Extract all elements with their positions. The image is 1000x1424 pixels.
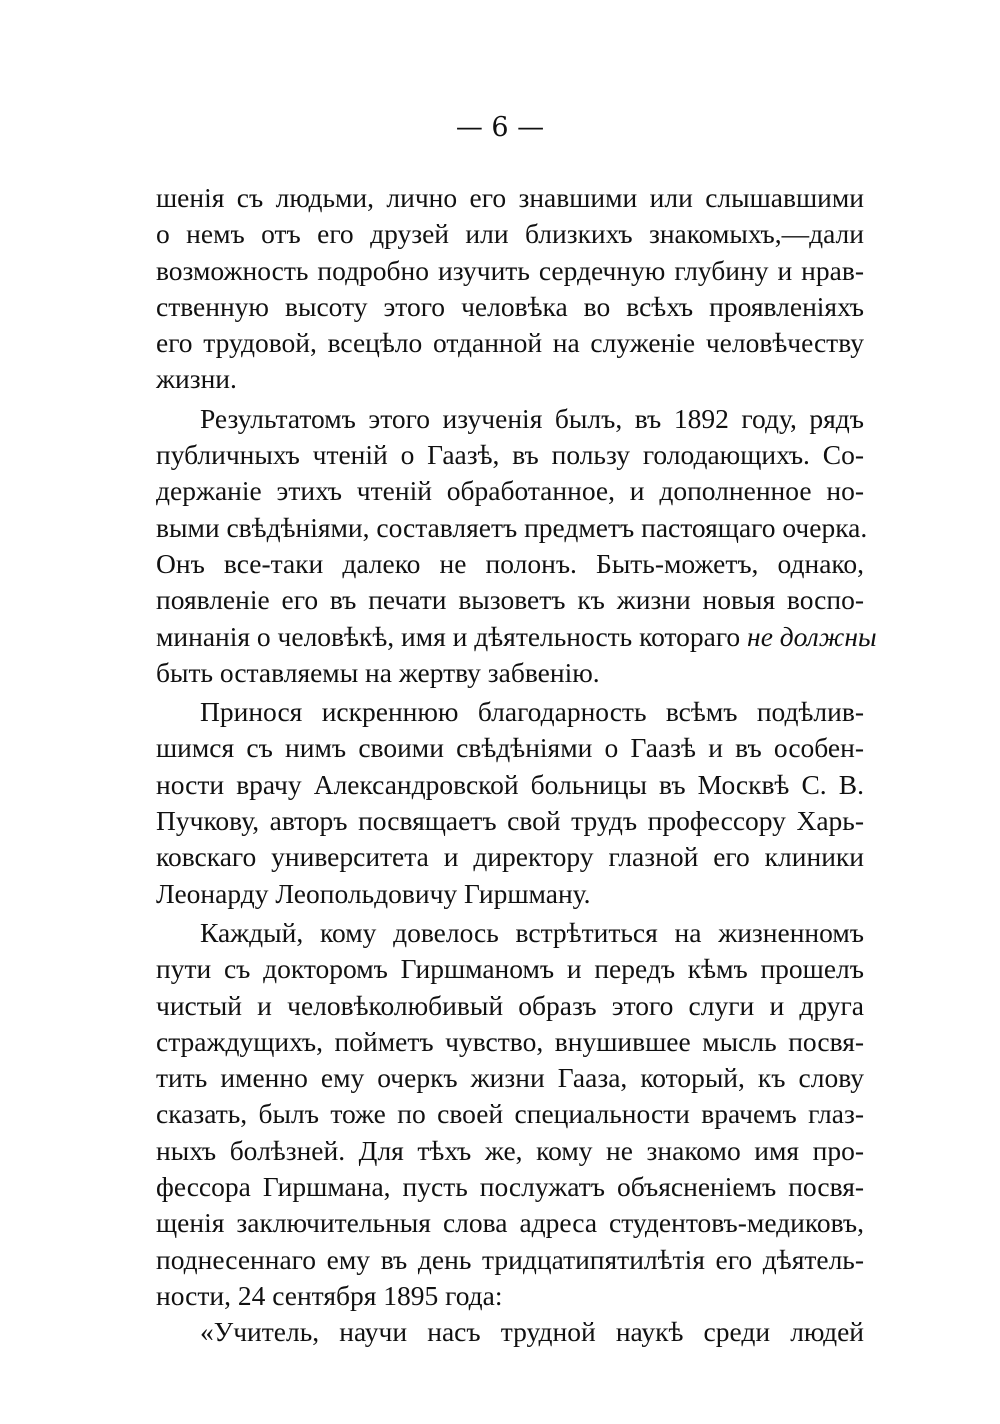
text-line: щенія заключительныя слова адреса студентовъ-медиковъ, [156,1207,864,1239]
text-line: Онъ все-таки далеко не полонъ. Быть-можетъ, однако, [156,547,864,579]
text-line: публичныхъ чтеній о Гаазѣ, въ пользу голодающихъ. Со- [156,439,864,471]
paragraph-4 [156,915,864,1314]
text-line: чистый и человѣколюбивый образъ этого слуги и друга [156,989,864,1021]
text-line: страждущихъ, пойметъ чувство, внушившее мысль посвя- [156,1025,864,1057]
text-line: поднесеннаго ему въ день тридцатипятилѣтія его дѣятель- [156,1243,864,1275]
paragraph-1 [156,180,864,398]
emphasis-text: не должны [747,620,877,652]
text-line: быть оставляемы на жертву забвенію. [156,656,600,688]
text-line: ныхъ болѣзней. Для тѣхъ же, кому не знакомо имя про- [156,1134,864,1166]
paragraph-5-quote [156,1314,864,1350]
text-line: Леонарду Леопольдовичу Гиршману. [156,877,591,909]
text-line: о немъ отъ его друзей или близкихъ знакомыхъ,—дали [156,218,864,250]
text-line: тить именно ему очеркъ жизни Гааза, который, къ слову [156,1062,864,1094]
text-line: появленіе его въ печати вызоветъ къ жизни новыя воспо- [156,584,864,616]
text-line: ности врачу Александровской больницы въ Москвѣ С. В. [156,768,864,800]
text-line: Пучкову, авторъ посвящаетъ свой трудъ профессору Харь- [156,805,864,837]
text-line: ности, 24 сентября 1895 года: [156,1279,503,1311]
text-line-with-emphasis [156,619,877,655]
text-line: пути съ докторомъ Гиршманомъ и передъ кѣмъ прошелъ [156,953,864,985]
text-line: ковскаго университета и директору глазной его клиники [156,841,864,873]
text-line: шенія съ людьми, лично его знавшими или слышавшими [156,182,864,213]
paragraph-3 [156,694,864,912]
text-line: «Учитель, научи насъ трудной наукѣ среди людей [200,1316,864,1348]
text-line: Результатомъ этого изученія былъ, въ 1892 году, рядъ [200,402,864,434]
text-line: его трудовой, всецѣло отданной на служеніе человѣчеству [156,327,864,359]
text-line: ственную высоту этого человѣка во всѣхъ проявленіяхъ [156,290,864,322]
text-line: держаніе этихъ чтеній обработанное, и дополненное но- [156,475,864,507]
paragraph-2 [156,401,877,691]
text-line: фессора Гиршмана, пусть послужатъ объясненіемъ посвя- [156,1171,864,1203]
text-line: шимся съ нимъ своими свѣдѣніями о Гаазѣ и въ особен- [156,732,864,764]
text-line: Принося искреннюю благодарность всѣмъ подѣлив- [200,696,864,728]
text-line: выми свѣдѣніями, составляетъ предметъ пастоящаго очерка. [156,511,868,543]
text-line: Каждый, кому довелось встрѣтиться на жизненномъ [200,916,864,948]
body-text [156,180,877,1351]
text-line: сказать, былъ тоже по своей специальности врачемъ глаз- [156,1098,864,1130]
text-line: жизни. [156,363,237,395]
page-number: — 6 — [455,112,545,143]
text-segment: минанія о человѣкѣ, имя и дѣятельность котораго [156,620,741,652]
text-line: возможность подробно изучить сердечную глубину и нрав- [156,254,864,286]
